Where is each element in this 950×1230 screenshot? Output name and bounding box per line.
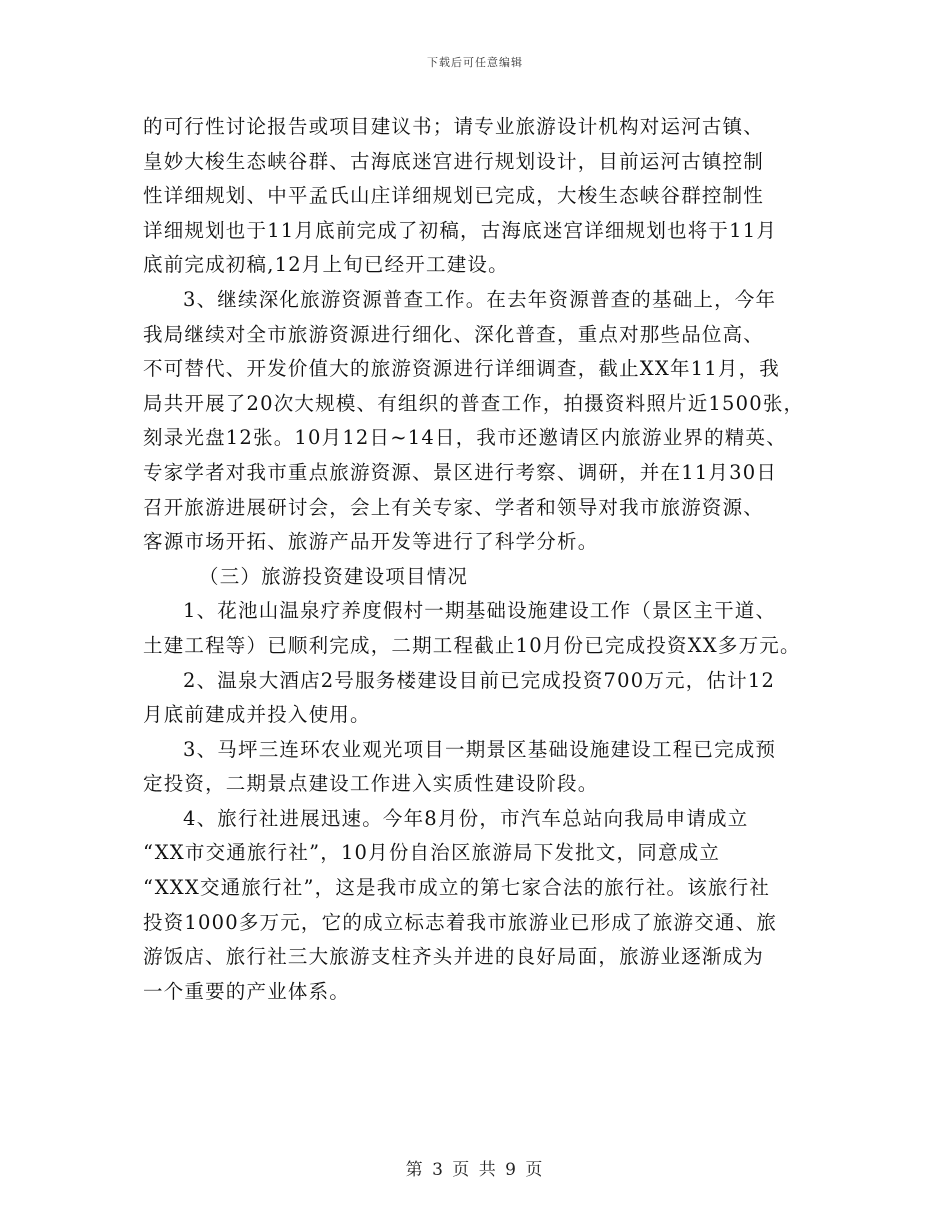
text-line: 召开旅游进展研讨会，会上有关专家、学者和领导对我市旅游资源、 (143, 495, 765, 519)
document-body (143, 110, 843, 1009)
text-line: “XXX交通旅行社”，这是我市成立的第七家合法的旅行社。该旅行社 (143, 876, 771, 900)
text-line: “XX市交通旅行社”，10月份自治区旅游局下发批文，同意成立 (143, 841, 721, 865)
text-line: 底前完成初稿,12月上旬已经开工建设。 (143, 253, 509, 277)
text-line: 性详细规划、中平孟氏山庄详细规划已完成，大梭生态峡谷群控制性 (143, 184, 765, 208)
text-line: 2、温泉大酒店2号服务楼建设目前已完成投资700万元，估计12 (183, 668, 776, 692)
text-line: 投资1000多万元，它的成立标志着我市旅游业已形成了旅游交通、旅 (143, 910, 778, 934)
text-line: 刻录光盘12张。10月12日~14日，我市还邀请区内旅游业界的精英、 (143, 426, 787, 450)
text-line: 客源市场开拓、旅游产品开发等进行了科学分析。 (143, 530, 599, 554)
text-line: 游饭店、旅行社三大旅游支柱齐头并进的良好局面，旅游业逐渐成为 (143, 945, 765, 969)
text-line: 土建工程等）已顺利完成，二期工程截止10月份已完成投资XX多万元。 (143, 633, 801, 657)
text-line: 定投资，二期景点建设工作进入实质性建设阶段。 (143, 772, 599, 796)
text-line: 1、花池山温泉疗养度假村一期基础设施建设工作（景区主干道、 (183, 599, 777, 623)
text-line: 的可行性讨论报告或项目建议书；请专业旅游设计机构对运河古镇、 (143, 115, 765, 138)
text-line: 详细规划也于11月底前完成了初稿，古海底迷宫详细规划也将于11月 (143, 218, 778, 242)
text-line: 我局继续对全市旅游资源进行细化、深化普查，重点对那些品位高、 (143, 322, 765, 346)
text-line: 不可替代、开发价值大的旅游资源进行详细调查，截止XX年11月，我 (143, 357, 780, 381)
text-line: 局共开展了20次大规模、有组织的普查工作，拍摄资料照片近1500张， (143, 391, 805, 415)
text-line: 皇妙大梭生态峡谷群、古海底迷宫进行规划设计，目前运河古镇控制 (143, 149, 765, 173)
text-line: 一个重要的产业体系。 (143, 979, 351, 1003)
text-line: 专家学者对我市重点旅游资源、景区进行考察、调研，并在11月30日 (143, 460, 778, 484)
text-line: 3、马坪三连环农业观光项目一期景区基础设施建设工程已完成预 (183, 737, 777, 761)
page-footer: 第 3 页 共 9 页 (405, 1160, 545, 1180)
text-line: 3、继续深化旅游资源普查工作。在去年资源普查的基础上，今年 (183, 287, 777, 311)
page-header: 下载后可任意编辑 (427, 56, 523, 69)
text-line: 4、旅行社进展迅速。今年8月份，市汽车总站向我局申请成立 (183, 806, 749, 830)
text-line: （三）旅游投资建设项目情况 (199, 564, 469, 588)
text-line: 月底前建成并投入使用。 (143, 703, 371, 727)
